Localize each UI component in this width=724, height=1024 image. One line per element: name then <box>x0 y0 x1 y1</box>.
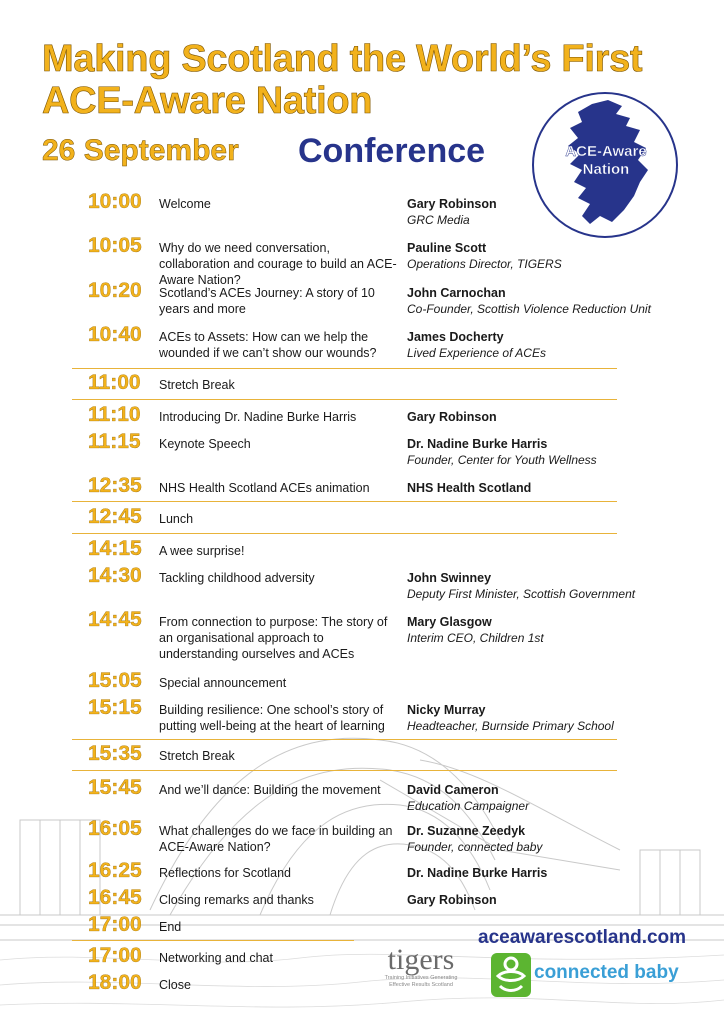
speaker-name: Gary Robinson <box>407 410 497 424</box>
session-time: 15:05 <box>88 669 142 692</box>
session-speaker <box>407 702 707 734</box>
session-title: Lunch <box>159 512 194 526</box>
session-time: 18:00 <box>88 971 142 994</box>
session-speaker <box>407 329 707 361</box>
session-time: 16:05 <box>88 817 142 840</box>
session-title: ACEs to Assets: How can we help the wounded if we can’t show our wounds? <box>159 330 377 360</box>
session-speaker <box>407 409 707 425</box>
tigers-tagline: Training Initiatives Generating Effective Results Scotland <box>384 975 458 988</box>
speaker-role: GRC Media <box>407 213 470 227</box>
session-title: Closing remarks and thanks <box>159 893 314 907</box>
session-title: NHS Health Scotland ACEs animation <box>159 481 370 495</box>
event-type: Conference <box>298 132 486 170</box>
speaker-name: Gary Robinson <box>407 197 497 211</box>
session-speaker <box>407 823 707 855</box>
website-link[interactable]: aceawarescotland.com <box>478 927 687 948</box>
speaker-name: David Cameron <box>407 783 499 797</box>
session-title: Tackling childhood adversity <box>159 571 315 585</box>
session-time: 17:00 <box>88 913 142 936</box>
session-time: 16:45 <box>88 886 142 909</box>
speaker-name: Dr. Suzanne Zeedyk <box>407 824 526 838</box>
session-time: 14:15 <box>88 537 142 560</box>
session-title: A wee surprise! <box>159 544 245 558</box>
speaker-name: James Docherty <box>407 330 504 344</box>
title-line-2: ACE-Aware Nation <box>42 80 373 122</box>
session-speaker <box>407 240 707 272</box>
connected-baby-logo <box>490 952 690 1002</box>
session-speaker <box>407 436 707 468</box>
session-title: Special announcement <box>159 676 287 690</box>
session-title: Welcome <box>159 197 211 211</box>
break-divider <box>72 739 617 740</box>
speaker-name: Mary Glasgow <box>407 615 492 629</box>
tigers-wordmark: tigers <box>387 943 455 976</box>
title-line-1: Making Scotland the World’s First <box>42 38 643 80</box>
break-divider <box>72 533 617 534</box>
speaker-name: NHS Health Scotland <box>407 481 532 495</box>
session-time: 10:05 <box>88 234 142 257</box>
session-speaker <box>407 570 707 602</box>
speaker-role: Co-Founder, Scottish Violence Reduction Unit <box>407 302 651 316</box>
session-time: 15:45 <box>88 776 142 799</box>
session-title: Stretch Break <box>159 749 235 763</box>
session-time: 11:15 <box>88 430 141 453</box>
speaker-name: Dr. Nadine Burke Harris <box>407 866 548 880</box>
session-title: Building resilience: One school’s story of putting well-being at the heart of learning <box>159 703 385 733</box>
session-title: From connection to purpose: The story of an organisational approach to understanding ourselves and ACEs <box>159 615 388 661</box>
break-divider <box>72 501 617 502</box>
session-title: Networking and chat <box>159 951 273 965</box>
session-time: 15:35 <box>88 742 142 765</box>
speaker-name: Nicky Murray <box>407 703 486 717</box>
speaker-name: Gary Robinson <box>407 893 497 907</box>
connected-baby-icon <box>490 952 532 998</box>
session-speaker <box>407 782 707 814</box>
session-speaker <box>407 865 707 881</box>
session-title: Stretch Break <box>159 378 235 392</box>
speaker-role: Founder, connected baby <box>407 840 543 854</box>
speaker-role: Founder, Center for Youth Wellness <box>407 453 597 467</box>
session-time: 14:45 <box>88 608 142 631</box>
session-title: Reflections for Scotland <box>159 866 292 880</box>
speaker-role: Interim CEO, Children 1st <box>407 631 544 645</box>
session-time: 11:10 <box>88 403 141 426</box>
session-time: 12:35 <box>88 474 142 497</box>
session-time: 10:40 <box>88 323 142 346</box>
session-speaker <box>407 196 707 228</box>
session-time: 15:15 <box>88 696 142 719</box>
session-speaker <box>407 614 707 646</box>
session-time: 10:00 <box>88 190 142 213</box>
session-time: 16:25 <box>88 859 142 882</box>
session-title: End <box>159 920 182 934</box>
break-divider <box>72 399 617 400</box>
session-title: And we’ll dance: Building the movement <box>159 783 381 797</box>
logo-text-line-2: Nation <box>582 161 630 178</box>
speaker-name: Pauline Scott <box>407 241 487 255</box>
break-divider <box>72 770 617 771</box>
break-divider <box>72 940 354 941</box>
session-speaker <box>407 480 707 496</box>
session-time: 11:00 <box>88 371 141 394</box>
session-title: Introducing Dr. Nadine Burke Harris <box>159 410 357 424</box>
session-time: 14:30 <box>88 564 142 587</box>
speaker-role: Headteacher, Burnside Primary School <box>407 719 614 733</box>
session-time: 17:00 <box>88 944 142 967</box>
session-speaker <box>407 285 707 317</box>
session-title: Why do we need conversation, collaboration and courage to build an ACE-Aware Nation? <box>159 241 397 287</box>
connected-baby-wordmark: connected baby <box>534 962 679 983</box>
speaker-role: Operations Director, TIGERS <box>407 257 562 271</box>
speaker-role: Education Campaigner <box>407 799 530 813</box>
logo-text-line-1: ACE-Aware <box>565 143 647 160</box>
session-title: Keynote Speech <box>159 437 251 451</box>
speaker-role: Lived Experience of ACEs <box>407 346 546 360</box>
session-speaker <box>407 892 707 908</box>
break-divider <box>72 368 617 369</box>
session-time: 10:20 <box>88 279 142 302</box>
speaker-role: Deputy First Minister, Scottish Government <box>407 587 636 601</box>
tigers-logo <box>378 945 464 1001</box>
speaker-name: John Carnochan <box>407 286 506 300</box>
event-date: 26 September <box>42 134 239 167</box>
session-title: What challenges do we face in building an ACE-Aware Nation? <box>159 824 393 854</box>
speaker-name: John Swinney <box>407 571 492 585</box>
speaker-name: Dr. Nadine Burke Harris <box>407 437 548 451</box>
session-title: Close <box>159 978 191 992</box>
session-title: Scotland’s ACEs Journey: A story of 10 years and more <box>159 286 375 316</box>
session-time: 12:45 <box>88 505 142 528</box>
